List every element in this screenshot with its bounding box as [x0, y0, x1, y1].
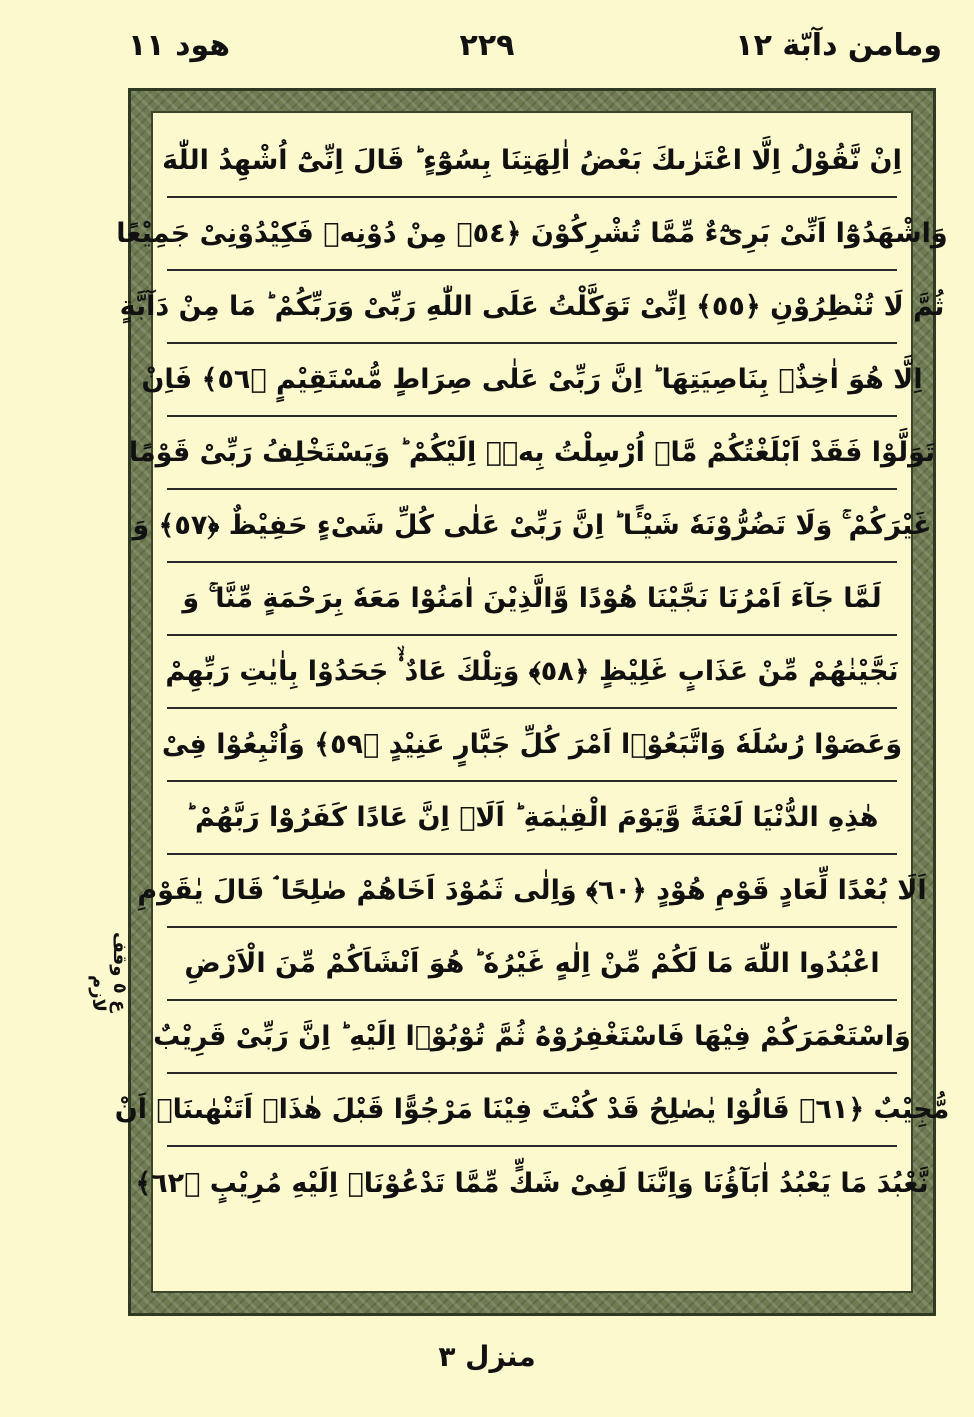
ornamental-border: [114, 88, 950, 1316]
page-header: [0, 28, 974, 84]
surah-name: هود ١١: [128, 28, 231, 63]
text-line: اِنْ نَّقُوْلُ اِلَّا اعْتَرٰىكَ بَعْضُ اٰلِهَتِنَا بِسُوْٓءٍ ؕ قَالَ اِنِّیْٓ اُشْهِدُ اللّٰهَ: [167, 125, 897, 198]
text-line: ثُمَّ لَا تُنْظِرُوْنِ ﴿٥٥﴾ اِنِّیْ تَوَكَّلْتُ عَلَى اللّٰهِ رَبِّیْ وَرَبِّكُمْ ؕ مَا مِنْ دَآبَّةٍ: [167, 271, 897, 344]
text-line: وَعَصَوْا رُسُلَهٗ وَاتَّبَعُوْۤا اَمْرَ كُلِّ جَبَّارٍ عَنِیْدٍ ﴿٥٩﴾ وَاُتْبِعُوْا فِیْ: [167, 709, 897, 782]
text-line: لَمَّا جَآءَ اَمْرُنَا نَجَّیْنَا هُوْدًا وَّالَّذِیْنَ اٰمَنُوْا مَعَهٗ بِرَحْمَةٍ مِّنَّا ۚ وَ: [167, 563, 897, 636]
text-line: غَیْرَكُمْ ۚ وَلَا تَضُرُّوْنَهٗ شَیْـًٔا ؕ اِنَّ رَبِّیْ عَلٰى كُلِّ شَیْءٍ حَفِیْظٌ ﴿٥٧﴾ وَ: [167, 490, 897, 563]
text-line: اعْبُدُوا اللّٰهَ مَا لَكُمْ مِّنْ اِلٰهٍ غَیْرُهٗ ؕ هُوَ اَنْشَاَكُمْ مِّنَ الْاَرْضِ: [167, 928, 897, 1001]
text-line: نَّعْبُدَ مَا یَعْبُدُ اٰبَآؤُنَا وَاِنَّنَا لَفِیْ شَكٍّ مِّمَّا تَدْعُوْنَاۤ اِلَیْهِ مُرِیْبٍ ﴿٦٢﴾: [135, 1168, 929, 1199]
text-line: وَاسْتَعْمَرَكُمْ فِیْهَا فَاسْتَغْفِرُوْهُ ثُمَّ تُوْبُوْۤا اِلَیْهِ ؕ اِنَّ رَبِّیْ قَرِیْبٌ: [167, 1001, 897, 1074]
text-panel: [114, 111, 950, 1293]
text-line: مُّجِیْبٌ ﴿٦١﴾ قَالُوْا یٰصٰلِحُ قَدْ كُنْتَ فِیْنَا مَرْجُوًّا قَبْلَ هٰذَاۤ اَتَنْهٰىنَاۤ اَنْ: [167, 1074, 897, 1147]
verse-lines: [114, 125, 950, 1279]
juz-name: ومامن دآبّة ١٢: [735, 28, 942, 63]
text-line: اِلَّا هُوَ اٰخِذٌۢ بِنَاصِیَتِهَا ؕ اِنَّ رَبِّیْ عَلٰى صِرَاطٍ مُّسْتَقِیْمٍ ﴿٥٦﴾ فَاِنْ: [167, 344, 897, 417]
manzil-footer: منزل ٣: [438, 1340, 536, 1373]
page-number: ٢٢٩: [459, 28, 515, 63]
text-line: نَجَّیْنٰهُمْ مِّنْ عَذَابٍ غَلِیْظٍ ﴿٥٨﴾ وَتِلْكَ عَادٌ ۟ۙ جَحَدُوْا بِاٰیٰتِ رَبِّهِمْ: [167, 636, 897, 709]
ruku-margin-note: ع ٥ وقف لازم: [88, 931, 130, 1012]
text-line: تَوَلَّوْا فَقَدْ اَبْلَغْتُكُمْ مَّاۤ اُرْسِلْتُ بِهٖۤ اِلَیْكُمْ ؕ وَیَسْتَخْلِفُ رَبِّیْ قَوْمًا: [167, 417, 897, 490]
text-line: هٰذِهِ الدُّنْیَا لَعْنَةً وَّیَوْمَ الْقِیٰمَةِ ؕ اَلَاۤ اِنَّ عَادًا كَفَرُوْا رَبَّهُمْ ؕ: [167, 782, 897, 855]
text-line: اَلَا بُعْدًا لِّعَادٍ قَوْمِ هُوْدٍ ﴿٦٠﴾ وَاِلٰى ثَمُوْدَ اَخَاهُمْ صٰلِحًا ۘ قَالَ یٰقَوْمِ: [167, 855, 897, 928]
text-line: وَاشْهَدُوْٓا اَنِّیْ بَرِیْٓءٌ مِّمَّا تُشْرِكُوْنَ ﴿٥٤﴾ مِنْ دُوْنِهٖ فَكِیْدُوْنِیْ جَمِیْعًا: [167, 198, 897, 271]
